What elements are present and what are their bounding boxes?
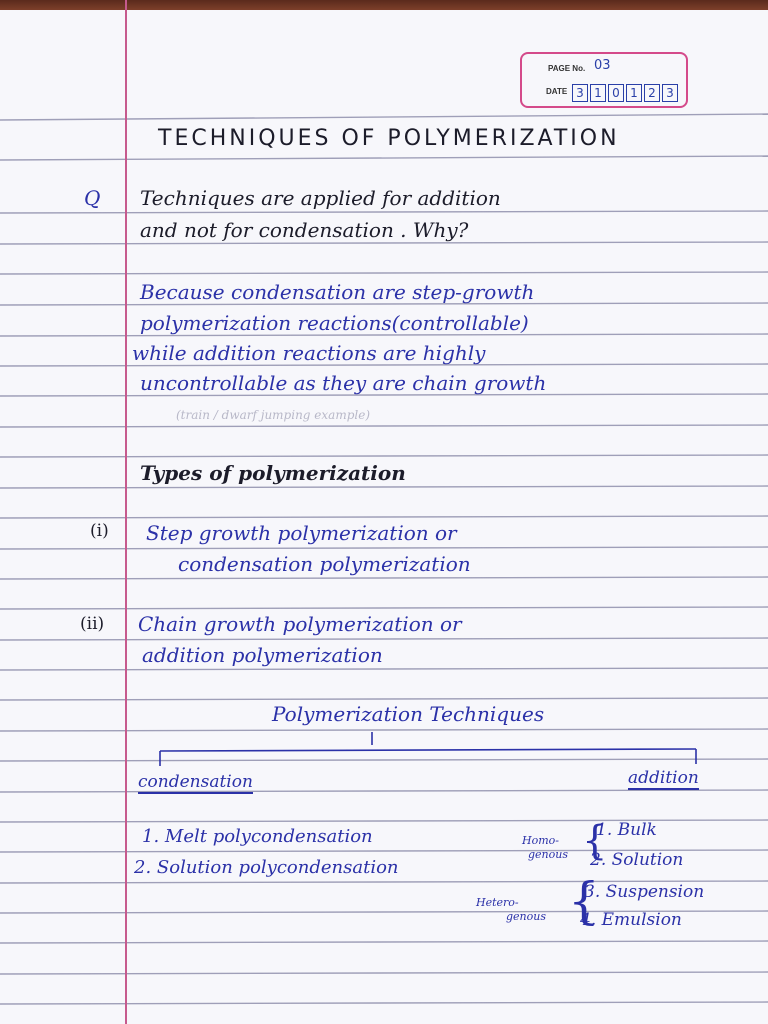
date-digit: 3 [572,84,588,102]
date-digit: 0 [608,84,624,102]
type-i-line-2: condensation polymerization [178,552,471,576]
type-i-line-1: Step growth polymerization or [146,521,457,545]
page-no-value: 03 [594,58,611,73]
tree-left-condensation: condensation [138,772,253,792]
answer-line-4: uncontrollable as they are chain growth [140,371,547,395]
answer-line-3: while addition reactions are highly [132,341,486,365]
types-heading: Types of polymerization [140,461,406,485]
tree-right-addition: addition [628,768,699,788]
type-i-marker: (i) [90,521,109,541]
type-ii-line-2: addition polymerization [142,643,383,667]
homo-label-1: Homo- [522,834,559,847]
homo-label-2: genous [528,848,568,861]
type-ii-marker: (ii) [80,614,105,634]
cond-item-2: 2. Solution polycondensation [134,857,399,878]
date-digit: 2 [644,84,660,102]
question-marker: Q [84,186,101,210]
hetero-brace: { [568,872,600,930]
date-digit: 1 [626,84,642,102]
cond-item-1: 1. Melt polycondensation [142,826,373,847]
answer-line-1: Because condensation are step-growth [140,280,535,304]
page-no-label: PAGE No. [548,64,586,73]
answer-faint-note: (train / dwarf jumping example) [176,408,371,422]
add-item-4: 4. Emulsion [580,910,682,930]
date-digit: 3 [662,84,678,102]
date-label: DATE [546,87,568,96]
answer-line-2: polymerization reactions(controllable) [140,311,529,335]
type-ii-line-1: Chain growth polymerization or [138,612,462,636]
page-title: TECHNIQUES OF POLYMERIZATION [158,126,620,151]
tree-root: Polymerization Techniques [272,702,545,726]
hetero-label-1: Hetero- [476,896,519,909]
add-item-2: 2. Solution [590,850,684,870]
question-line-1: Techniques are applied for addition [140,186,501,210]
hetero-label-2: genous [506,910,546,923]
date-digit: 1 [590,84,606,102]
homo-brace: { [582,818,608,864]
add-item-1: 1. Bulk [596,820,657,840]
question-line-2: and not for condensation . Why? [140,218,469,242]
add-item-3: 3. Suspension [584,882,705,902]
